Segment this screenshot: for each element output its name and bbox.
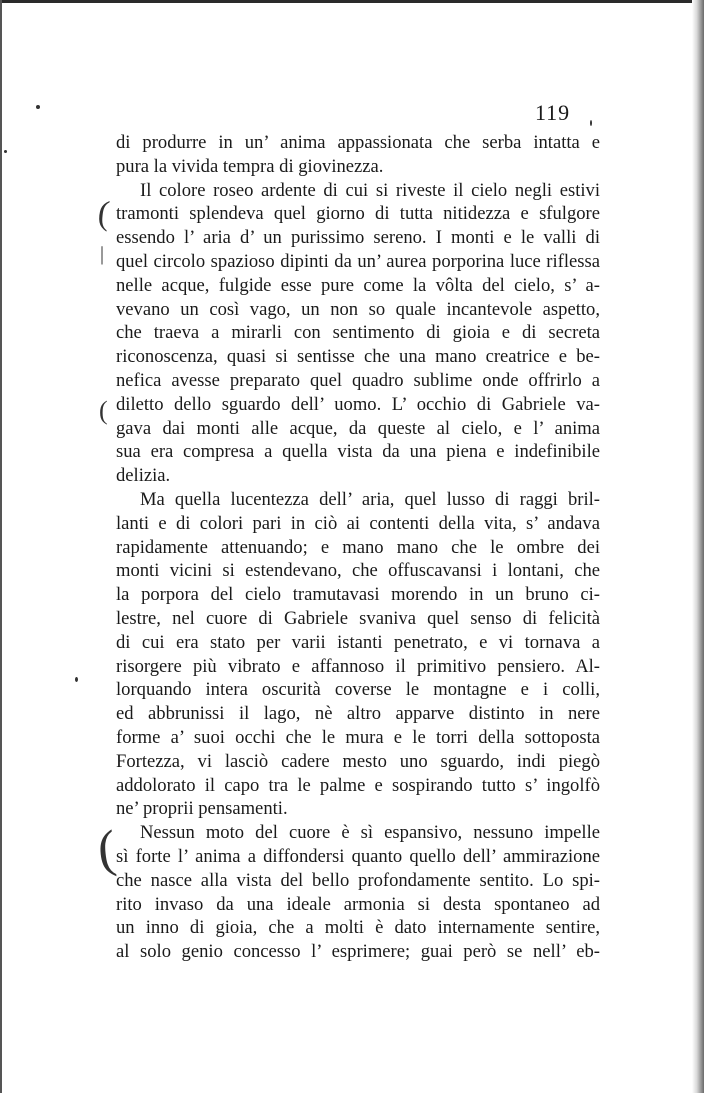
page-right-edge-shadow (692, 0, 704, 1093)
text-line: un inno di gioia, che a molti è dato internamente sentire, (116, 917, 600, 939)
text-line: Il colore roseo ardente di cui si riveste il cielo negli estivi (140, 179, 600, 201)
margin-mark: | (100, 243, 105, 265)
text-line: che nasce alla vista del bello profondamente sentito. Lo spi- (116, 869, 600, 891)
scan-speck (75, 677, 78, 682)
text-line: risorgere più vibrato e affannoso il primitivo pensiero. Al- (116, 655, 600, 677)
scan-speck (4, 150, 7, 153)
text-line: vevano un così vago, un non so quale incantevole aspetto, (116, 298, 600, 320)
text-line: rapidamente attenuando; e mano mano che le ombre dei (116, 536, 600, 558)
page-number: 119 (535, 100, 571, 125)
text-line: che traeva a mirarli con sentimento di gioia e di secreta (116, 322, 600, 344)
text-line: lestre, nel cuore di Gabriele svaniva quel senso di felicità (116, 607, 600, 629)
text-line: Fortezza, vi lasciò cadere mesto uno sguardo, indi piegò (116, 750, 600, 772)
text-line: forme a’ suoi occhi che le mura e le torri della sottoposta (116, 726, 600, 748)
text-line: rito invaso da una ideale armonia si desta spontaneo ad (116, 893, 600, 915)
text-line: tramonti splendeva quel giorno di tutta nitidezza e sfulgore (116, 203, 600, 225)
body-text (116, 131, 600, 964)
text-line: nefica avesse preparato quel quadro sublime onde offrirlo a (116, 369, 600, 391)
text-line: pura la vivida tempra di giovinezza. (116, 155, 384, 177)
text-line: diletto dello sguardo dell’ uomo. L’ occhio di Gabriele va- (116, 393, 600, 415)
text-line: sua era compresa a quella vista da una piena e indefinibile (116, 441, 600, 463)
margin-mark: ( (99, 396, 108, 425)
text-line: ne’ proprii pensamenti. (116, 798, 288, 820)
text-line: addolorato il capo tra le palme e sospirando tutto s’ ingolfò (116, 774, 600, 796)
text-line: lorquando intera oscurità coverse le montagne e i colli, (116, 679, 600, 701)
text-line: nelle acque, fulgide esse pure come la vôlta del cielo, s’ a- (116, 274, 600, 296)
text-line: di produrre in un’ anima appassionata che serba intatta e (116, 132, 600, 153)
page-left-edge (0, 0, 2, 1093)
text-line: gava dai monti alle acque, da queste al cielo, e l’ anima (116, 417, 600, 439)
text-line: lanti e di colori pari in ciò ai contenti della vita, s’ andava (116, 512, 600, 534)
page-top-edge (0, 0, 704, 3)
text-line: sì forte l’ anima a diffondersi quanto quello dell’ ammirazione (116, 845, 600, 867)
text-line: monti vicini si estendevano, che offuscavansi i lontani, che (116, 560, 600, 582)
text-line: Nessun moto del cuore è sì espansivo, nessuno impelle (140, 822, 600, 844)
text-line: delizia. (116, 465, 171, 487)
text-line: al solo genio concesso l’ esprimere; guai però se nell’ eb- (116, 941, 600, 963)
text-line: di cui era stato per varii istanti penetrato, e vi tornava a (116, 631, 600, 653)
text-line: Ma quella lucentezza dell’ aria, quel lusso di raggi bril- (140, 488, 600, 510)
margin-mark: ( (96, 194, 112, 233)
margin-mark: ( (95, 820, 119, 879)
text-line: ed abbrunissi il lago, nè altro apparve distinto in nere (116, 703, 600, 725)
scan-speck (590, 120, 592, 126)
text-line: la porpora del cielo tramutavasi morendo in un bruno ci- (116, 584, 600, 606)
text-line: riconoscenza, quasi si sentisse che una mano creatrice e be- (116, 346, 600, 368)
text-line: essendo l’ aria d’ un purissimo sereno. I monti e le valli di (116, 227, 600, 249)
scan-speck (36, 105, 40, 109)
text-line: quel circolo spazioso dipinti da un’ aurea porporina luce riflessa (116, 250, 600, 272)
